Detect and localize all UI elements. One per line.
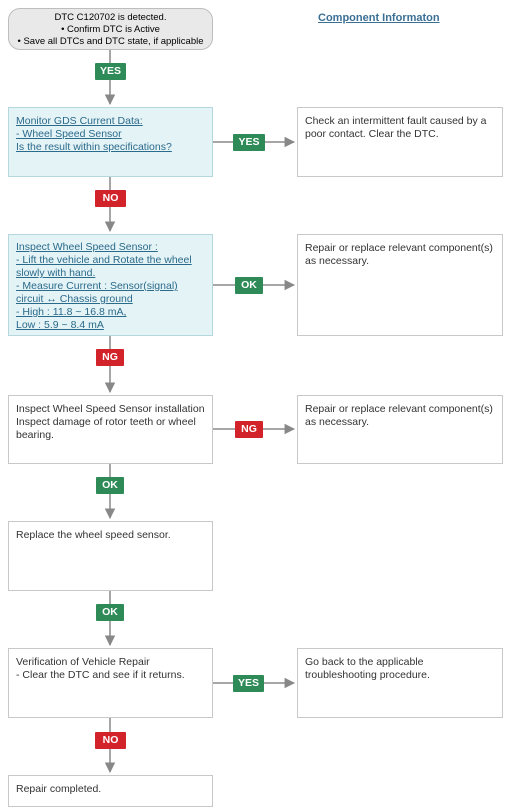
badge-yes: YES [95,63,126,80]
start-dtc-detected [8,8,213,50]
start-line: • Confirm DTC is Active [61,24,160,35]
badge-ng: NG [235,421,263,438]
replace-text: Replace the wheel speed sensor. [16,529,171,541]
step-repair-replace-1 [297,234,503,336]
intermittent-text: Check an intermittent fault caused by a poor contact. Clear the DTC. [305,115,487,140]
completed-text: Repair completed. [16,783,102,795]
monitor-heading-link[interactable]: Monitor GDS Current Data: [16,115,143,127]
installation-text: Inspect Wheel Speed Sensor installation Inspect damage of rotor teeth or wheel bearing. [16,403,205,441]
badge-yes: YES [233,134,265,151]
badge-ok: OK [96,604,124,621]
repair-1-text: Repair or replace relevant component(s) as necessary. [305,242,493,267]
step-inspect-sensor [8,234,213,336]
start-line: • Save all DTCs and DTC state, if applicable [17,36,204,47]
step-repair-replace-2 [297,395,503,464]
inspect-heading-link[interactable]: Inspect Wheel Speed Sensor : [16,241,158,253]
step-repair-completed [8,775,213,807]
badge-no: NO [95,732,126,749]
verification-line: - Clear the DTC and see if it returns. [16,669,185,681]
repair-2-text: Repair or replace relevant component(s) as necessary. [305,403,493,428]
badge-no: NO [95,190,126,207]
start-line: DTC C120702 is detected. [54,12,167,23]
monitor-question-link[interactable]: Is the result within specifications? [16,141,172,153]
inspect-lift-link[interactable]: - Lift the vehicle and Rotate the wheel slowly with hand. [16,254,192,279]
step-intermittent-fault [297,107,503,177]
component-information-link[interactable]: Component Informaton [318,12,440,24]
go-back-text: Go back to the applicable troubleshooting procedure. [305,656,430,681]
step-monitor-gds [8,107,213,177]
inspect-low-link[interactable]: Low : 5.9 ~ 8.4 mA [16,319,104,331]
badge-yes: YES [233,675,264,692]
inspect-measure-link[interactable]: - Measure Current : Sensor(signal) circuit ↔ Chassis ground [16,280,178,305]
badge-ng: NG [96,349,124,366]
step-verification [8,648,213,718]
step-go-back [297,648,503,718]
badge-ok: OK [235,277,263,294]
inspect-high-link[interactable]: - High : 11.8 ~ 16.8 mA, [16,306,127,318]
badge-ok: OK [96,477,124,494]
verification-line: Verification of Vehicle Repair [16,656,150,668]
step-inspect-installation [8,395,213,464]
step-replace-sensor [8,521,213,591]
monitor-wheel-speed-link[interactable]: - Wheel Speed Sensor [16,128,122,140]
